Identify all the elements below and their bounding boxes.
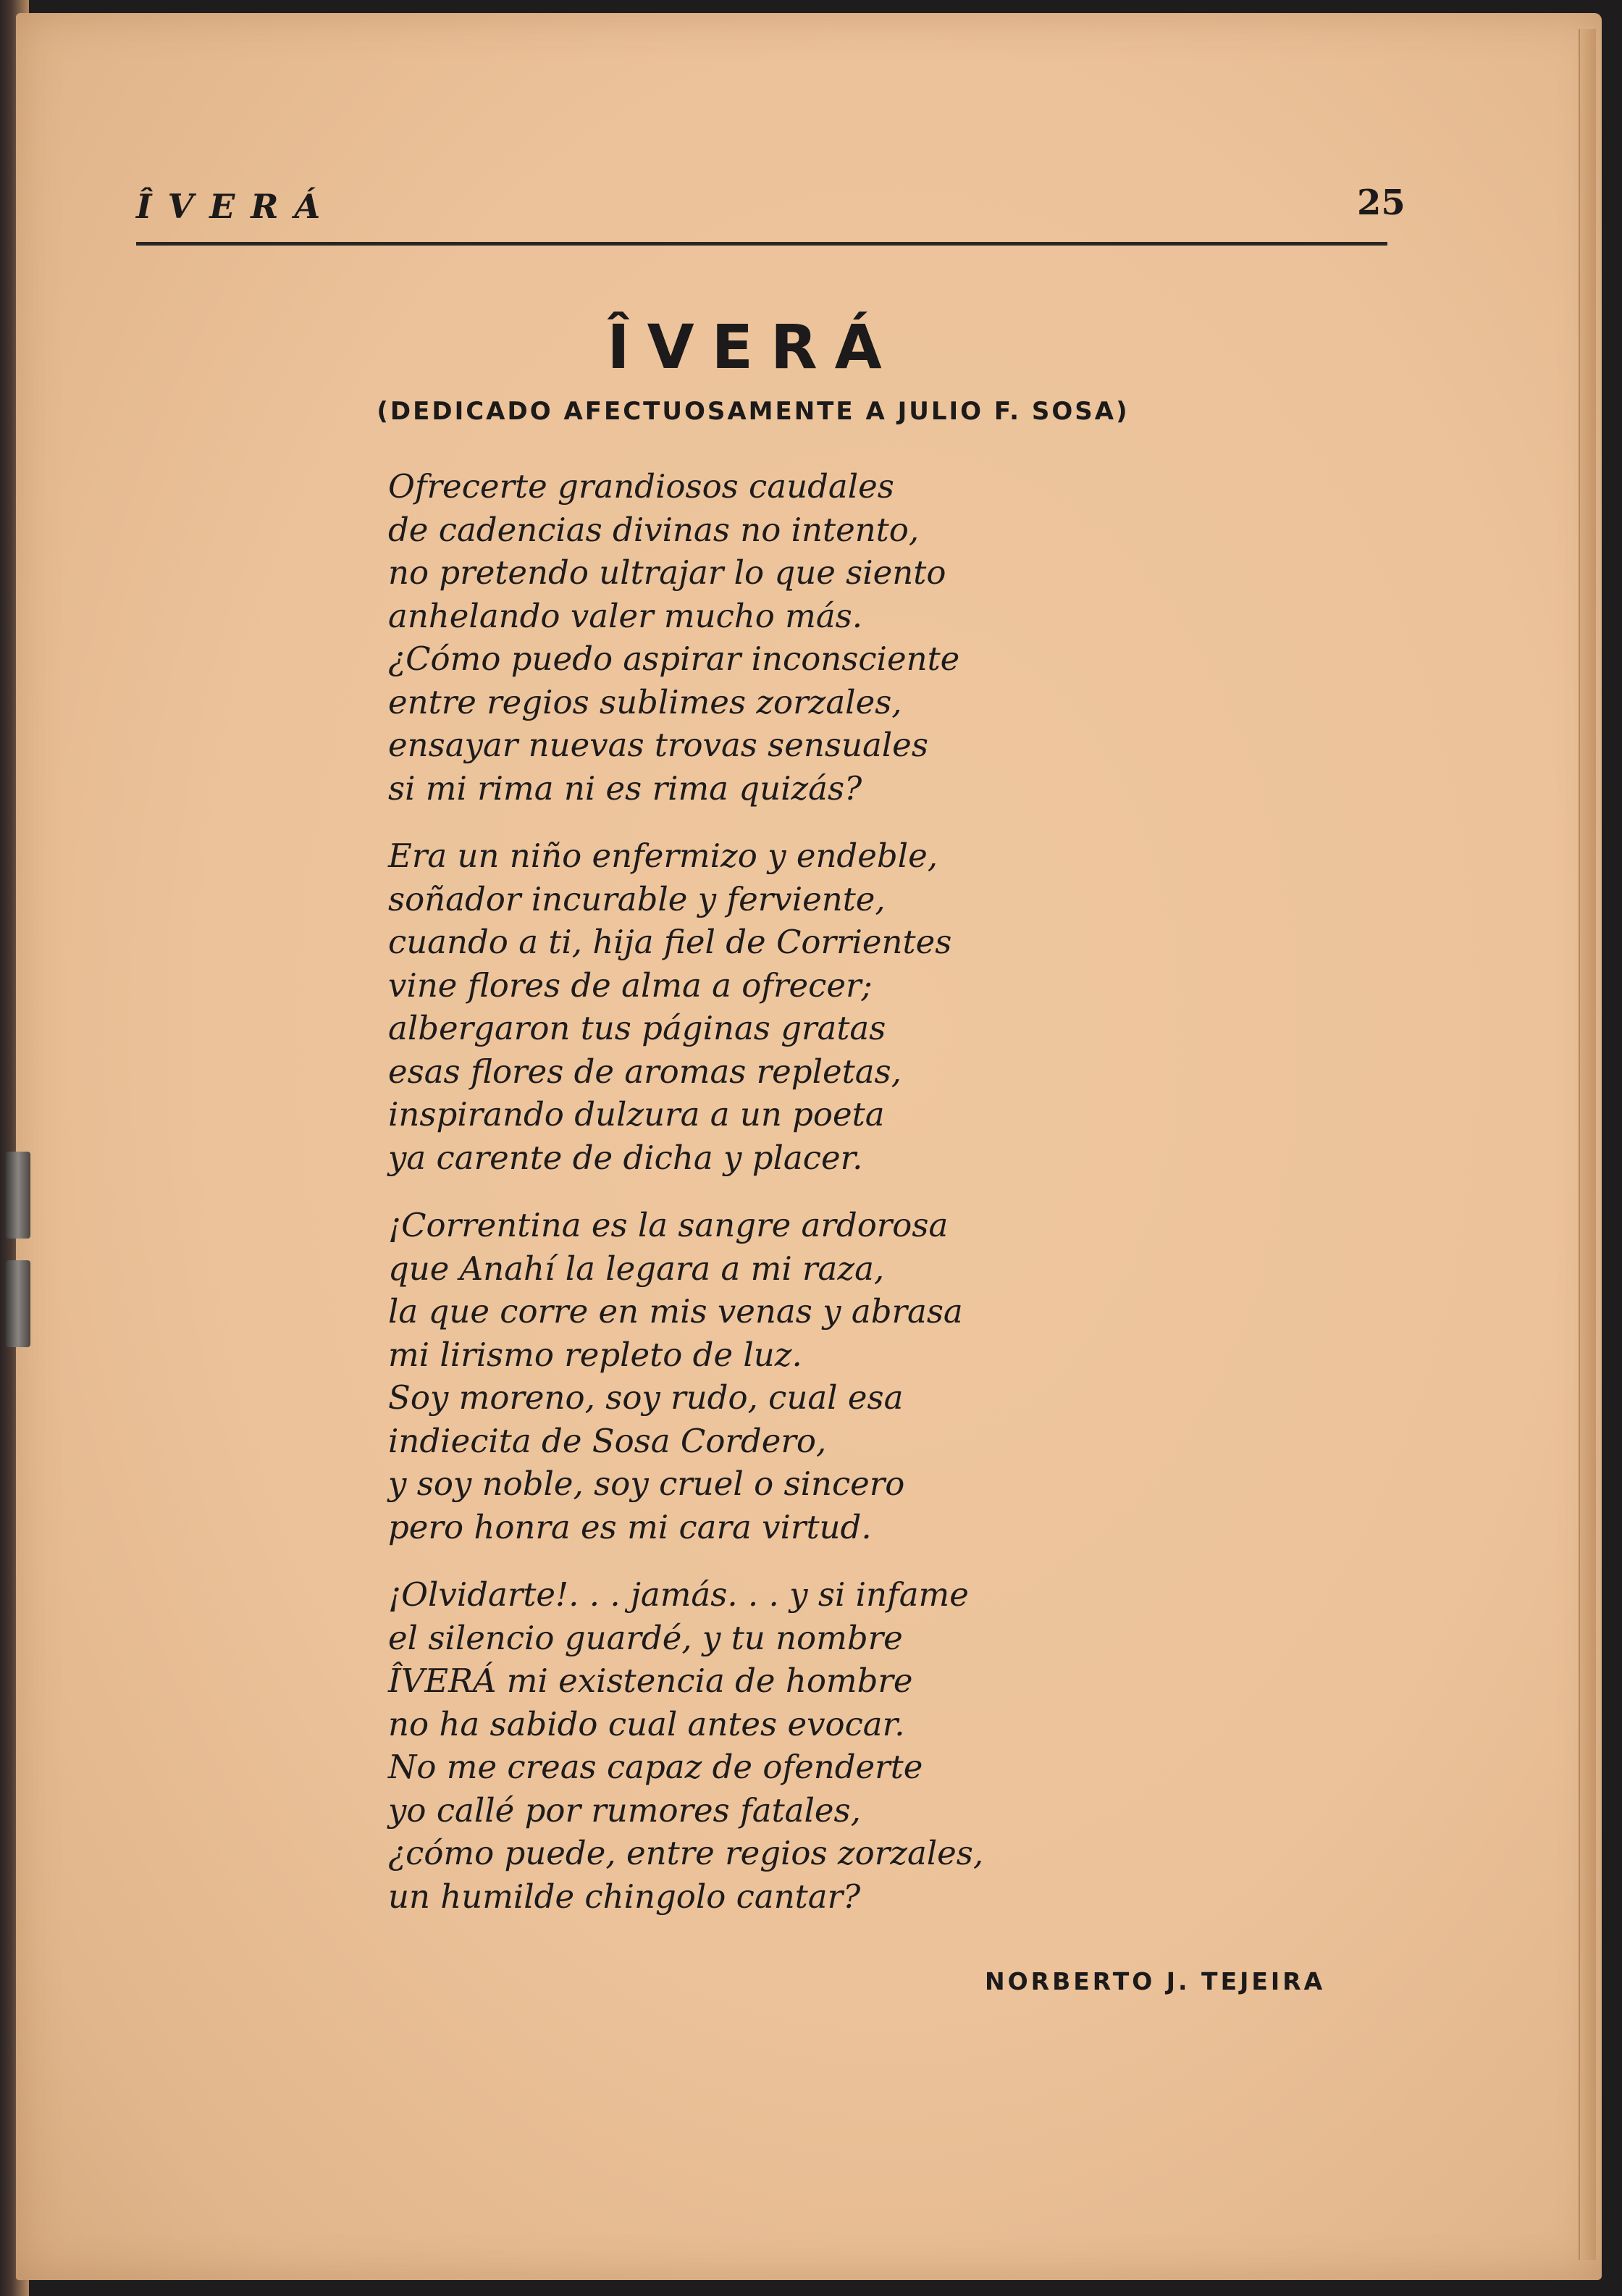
verse-line: yo callé por rumores fatales, (388, 1790, 861, 1830)
verse-line: no pretendo ultrajar lo que siento (388, 553, 946, 592)
verse-line: cuando a ti, hija fiel de Corrientes (388, 923, 952, 961)
verse-line: el silencio guardé, y tu nombre (388, 1618, 903, 1657)
staple-upper (6, 1152, 30, 1239)
verse-line: indiecita de Sosa Cordero, (388, 1421, 827, 1460)
verse-line: no ha sabido cual antes evocar. (388, 1704, 905, 1743)
verse-line: ¿cómo puede, entre regios zorzales, (388, 1834, 984, 1872)
verse-line: de cadencias divinas no intento, (388, 510, 920, 549)
verse-line: ¿Cómo puedo aspirar inconsciente (388, 640, 960, 678)
verse-line: vine flores de alma a ofrecer; (388, 965, 873, 1005)
verse-line: ¡Olvidarte!. . . jamás. . . y si infame (388, 1575, 969, 1614)
verse-line: la que corre en mis venas y abrasa (388, 1292, 963, 1331)
verse-line: anhelando valer mucho más. (388, 596, 863, 635)
running-header-title: ÎVERÁ (136, 187, 337, 226)
author-signature: NORBERTO J. TEJEIRA (985, 1967, 1326, 1995)
stanza-1 (388, 465, 1547, 810)
poem-title: ÎVERÁ (607, 311, 899, 382)
stanza-4 (388, 1573, 1547, 1918)
verse-line: ya carente de dicha y placer. (388, 1138, 863, 1177)
verse-line: si mi rima ni es rima quizás? (388, 768, 862, 808)
verse-line: ¡Correntina es la sangre ardorosa (388, 1206, 949, 1244)
poem-body (388, 465, 1547, 1943)
verse-line: un humilde chingolo cantar? (388, 1877, 861, 1916)
verse-line: y soy noble, soy cruel o sincero (388, 1465, 905, 1503)
verse-line: albergaron tus páginas gratas (388, 1009, 886, 1047)
verse-line: ensayar nuevas trovas sensuales (388, 726, 928, 764)
stanza-2 (388, 834, 1547, 1179)
verse-line: mi lirismo repleto de luz. (388, 1335, 802, 1374)
header-rule (136, 242, 1387, 246)
page-number: 25 (1357, 183, 1405, 223)
verse-line: soñador incurable y ferviente, (388, 879, 886, 918)
verse-line: inspirando dulzura a un poeta (388, 1095, 885, 1134)
verse-line: esas flores de aromas repletas, (388, 1052, 902, 1091)
page-edge (1579, 29, 1596, 2260)
stanza-3 (388, 1204, 1547, 1549)
verse-line: Soy moreno, soy rudo, cual esa (388, 1378, 904, 1417)
verse-line: que Anahí la legara a mi raza, (388, 1249, 885, 1288)
poem-dedication: (DEDICADO AFECTUOSAMENTE A JULIO F. SOSA) (377, 397, 1130, 426)
verse-line: ÎVERÁ mi existencia de hombre (388, 1662, 913, 1700)
staple-lower (6, 1260, 30, 1347)
verse-line: entre regios sublimes zorzales, (388, 682, 902, 721)
verse-line: No me creas capaz de ofenderte (388, 1748, 923, 1786)
verse-line: Ofrecerte grandiosos caudales (388, 467, 894, 506)
verse-line: Era un niño enfermizo y endeble, (388, 837, 938, 875)
verse-line: pero honra es mi cara virtud. (388, 1507, 872, 1546)
